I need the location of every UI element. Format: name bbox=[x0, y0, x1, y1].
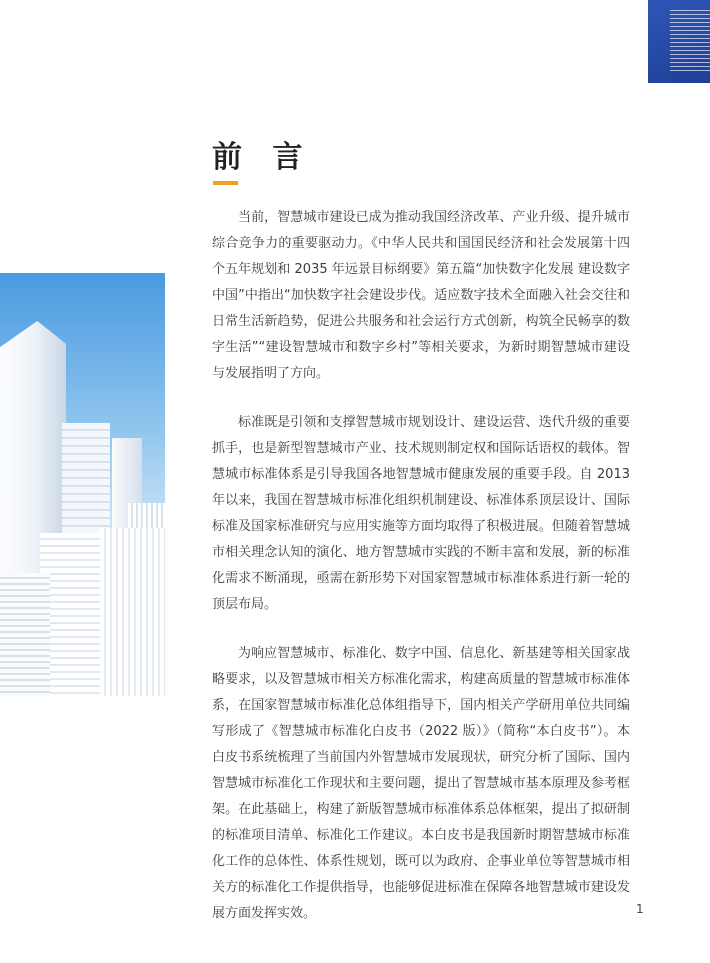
building-shape bbox=[0, 573, 50, 696]
city-skyline-image bbox=[0, 273, 165, 696]
preface-body bbox=[212, 205, 630, 950]
page-title: 前 言 bbox=[212, 140, 313, 175]
paragraph: 为响应智慧城市、标准化、数字中国、信息化、新基建等相关国家战略要求，以及智慧城市相关方标准化需求，构建高质量的智慧城市标准体系，在国家智慧城市标准化总体组指导下，国内相关产学研用单位共同编写形成了《智慧城市标准化白皮书（2022 版）》（简称“本白皮书”）。本白皮书系统梳理了当前国内外智慧城市发展现状，研究分析了国际、国内智慧城市标准化工作现状和主要问题，提出了智慧城市基本原理及参考框架。在此基础上，构建了新版智慧城市标准体系总体框架，提出了拟研制的标准项目清单、标准化工作建议。本白皮书是我国新时期智慧城市标准化工作的总体性、体系性规划，既可以为政府、企事业单位等智慧城市相关方的标准化工作提供指导，也能够促进标准在保障各地智慧城市建设发展方面发挥实效。 bbox=[212, 646, 630, 921]
paragraph: 当前，智慧城市建设已成为推动我国经济改革、产业升级、提升城市综合竞争力的重要驱动力。《中华人民共和国国民经济和社会发展第十四个五年规划和 2035 年远景目标纲要》第五篇“加快数字化发展 建设数字中国”中指出“加快数字社会建设步伐。适应数字技术全面融入社会交往和日常生活新趋势，促进公共服务和社会运行方式创新，构筑全民畅享的数字生活”“建设智慧城市和数字乡村”等相关要求，为新时期智慧城市建设与发展指明了方向。 bbox=[212, 210, 630, 381]
page-number: 1 bbox=[636, 902, 644, 916]
title-underline bbox=[213, 181, 238, 185]
building-shape bbox=[100, 528, 165, 696]
corner-stripes bbox=[670, 10, 710, 74]
paragraph: 标准既是引领和支撑智慧城市规划设计、建设运营、迭代升级的重要抓手，也是新型智慧城市产业、技术规则制定权和国际话语权的载体。智慧城市标准体系是引导我国各地智慧城市健康发展的重要手段。自 2013 年以来，我国在智慧城市标准化组织机制建设、标准体系顶层设计、国际标准及国家标准研究与应用实施等方面均取得了积极进展。但随着智慧城市相关理念认知的演化、地方智慧城市实践的不断丰富和发展，新的标准化需求不断涌现，亟需在新形势下对国家智慧城市标准体系进行新一轮的顶层布局。 bbox=[212, 415, 630, 612]
corner-decoration bbox=[648, 0, 710, 83]
